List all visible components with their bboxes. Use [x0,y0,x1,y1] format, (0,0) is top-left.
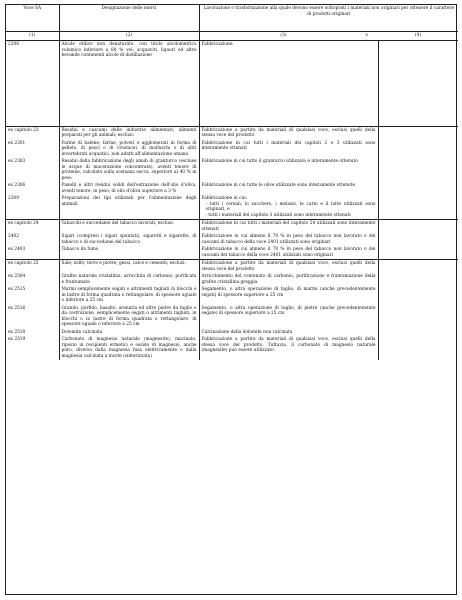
desc-cell: Tabacchi e succedanei del tabacco lavorati; esclusi: [59,220,199,234]
rule-cell: Fabbricazione in cui almeno il 70 % in peso del tabacco non lavorato o dei cascami del tabacco della voce 2401 utilizzati sono originari [199,246,378,260]
rule-cell: Fabbricazione in cui almeno il 70 % in peso del tabacco non lavorato o dei cascami di tabacco della voce 2401 utilizzati sono originari [199,233,378,246]
rule-cell: Fabbricazione in cui tutti i materiali dei capitoli 2 e 3 utilizzati sono interamente ottenuti [199,140,378,159]
origin-rules-table [6,5,458,360]
rule-cell [199,195,378,220]
voce-cell: ex 2504 [6,273,59,286]
table-row [6,260,458,274]
table-row [6,233,458,246]
header-lavorazione: Lavorazione o trasformazione alla quale devono essere sottoposti i materiali non originari per ottenere il carattere di prodotti originari [199,5,458,32]
voce-cell: ex 2516 [6,305,59,329]
voce-cell: 2402 [6,233,59,246]
rule-cell: Segamento, o altra operazione di taglio, di marmi (anche precedentemente segati) di spessore superiore a 25 cm [199,286,378,305]
desc-cell: Panelli e altri residui solidi dell'estrazione dell'olio d'oliva, aventi tenore, in peso, di olio d'oliva superiore a 3 % [59,182,199,195]
rule-cell: Fabbricazione in cui tutte le olive utilizzate sono interamente ottenute [199,182,378,195]
table-row [6,329,458,337]
desc-cell: Residui della fabbricazione degli amidi di granturco (escluse le acque di macerazione concentrate), aventi tenore di proteine, calcolato sulla sostanza secca, superiore al 40 % in peso [59,158,199,182]
voce-cell: ex 2519 [6,336,59,360]
voce-cell: ex 2303 [6,158,59,182]
column-number-row [6,32,458,41]
col-number-1: (1) [6,32,59,41]
voce-cell: 2309 [6,195,59,220]
rule-cell: Fabbricazione a partire da materiali di qualsiasi voce, esclusi quelli della stessa voce del prodotto [199,260,378,274]
table-row [6,305,458,329]
rule-list-item: - tutti i cereali, lo zucchero, i melassi, le carni e il latte utilizzati sono originari, e [206,202,376,213]
table-row [6,158,458,182]
table-row [6,182,458,195]
desc-cell: Sale; zolfo; terre e pietre; gessi, calce e cementi; esclusi: [59,260,199,274]
table-row [6,126,458,140]
voce-cell: ex capitolo 25 [6,260,59,274]
table-row [6,220,458,234]
rule-cell: Calcinazione della dolomite non calcinata [199,329,378,337]
desc-cell: Dolomite calcinata [59,329,199,337]
rule-cell: Fabbricazione in cui tutti i materiali del capitolo 24 utilizzati sono interamente ottenuti [199,220,378,234]
voce-cell: ex 2518 [6,329,59,337]
desc-cell: Grafite naturale cristallina, arricchita di carbonio, purificata e frantumata [59,273,199,286]
rule-cell: Arricchimento del contenuto di carbonio, purificazione e frantumazione della grafite cristallina greggia [199,273,378,286]
rule-cell: Fabbricazione: [199,41,378,60]
col-number-4: (4) [378,32,458,41]
voce-cell: ex 2306 [6,182,59,195]
desc-cell: Granito, porfido, basalto, arenaria ed altre pietre da taglio o da costruzione, semplicemente segati o altrimenti tagliati, in blocchi o in lastre di forma quadrata o rettangolare, di spessore uguale o inferiore a 25 cm [59,305,199,329]
desc-cell: Marmi semplicemente segati o altrimenti tagliati in blocchi o in lastre di forma quadrata o rettangolare, di spessore uguale o inferiore a 25 cm [59,286,199,305]
rule-list-item: - tutti i materiali del capitolo 3 utilizzati sono interamente ottenuti [206,213,376,219]
rule-cell: Segamento, o altra operazione di taglio, di pietre (anche precedentemente segate) di spessore superiore a 25 cm [199,305,378,329]
table-row [6,140,458,159]
table-row [6,273,458,286]
desc-cell: Alcole etilico non denaturato, con titolo alcolometrico volumico inferiore a 80 % vol; acquaviti, liquori ed altre bevande contenenti alcole di distillazione [59,41,199,60]
desc-cell: Sigari (compresi i sigari spuntati), sigaretti e sigarette, di tabacco o di succedanei del tabacco [59,233,199,246]
or-label: o [365,33,368,38]
table-row [6,195,458,220]
desc-cell: Carbonato di magnesio naturale (magnesite), macinato, riposto in recipienti ermetici e ossido di magnesio, anche puro, diverso dalla magnesia fusa elettricamente o dalla magnesia calcinata a morte (sinterizzata) [59,336,199,360]
desc-cell: Tabacco da fumo [59,246,199,260]
voce-cell: ex 2515 [6,286,59,305]
col-number-2: (2) [59,32,199,41]
desc-cell: Farine di balene; farine, polveri e agglomerati in forma di pellets, di pesci o di crostacei, di molluschi o di altri invertebrati acquatici, non adatti all'alimentazione umana [59,140,199,159]
header-designazione: Designazione delle merci [59,5,199,32]
voce-cell: ex capitolo 24 [6,220,59,234]
voce-cell: ex 2301 [6,140,59,159]
table-row [6,336,458,360]
desc-cell: Residui e cascami delle industrie alimentari; alimenti preparati per gli animali; esclusi: [59,126,199,140]
voce-cell: 2208 [6,41,59,60]
voce-cell: ex capitolo 23 [6,126,59,140]
col-number-3: (3) o [199,32,378,41]
rule-list [202,202,376,219]
voce-cell: ex 2403 [6,246,59,260]
table-row [6,286,458,305]
table-row [6,246,458,260]
rule-cell: Fabbricazione in cui tutto il granturco utilizzato è interamente ottenuto [199,158,378,182]
desc-cell: Preparazioni dei tipi utilizzati per l'alimentazione degli animali [59,195,199,220]
header-voce: Voce SA [6,5,59,32]
header-row [6,5,458,32]
table-row [6,41,458,60]
rule-intro: Fabbricazione in cui: [201,196,248,201]
rule-cell: Fabbricazione a partire da materiali di qualsiasi voce, esclusi quelli della stessa voce del prodotto. Tuttavia, il carbonato di magnesio naturale (magnesite) può essere utilizzato [199,336,378,360]
rules-table-page [5,4,457,595]
rule-cell: Fabbricazione a partire da materiali di qualsiasi voce, esclusi quelli della stessa voce del prodotto [199,126,378,140]
alt-rule-cell [378,41,458,60]
